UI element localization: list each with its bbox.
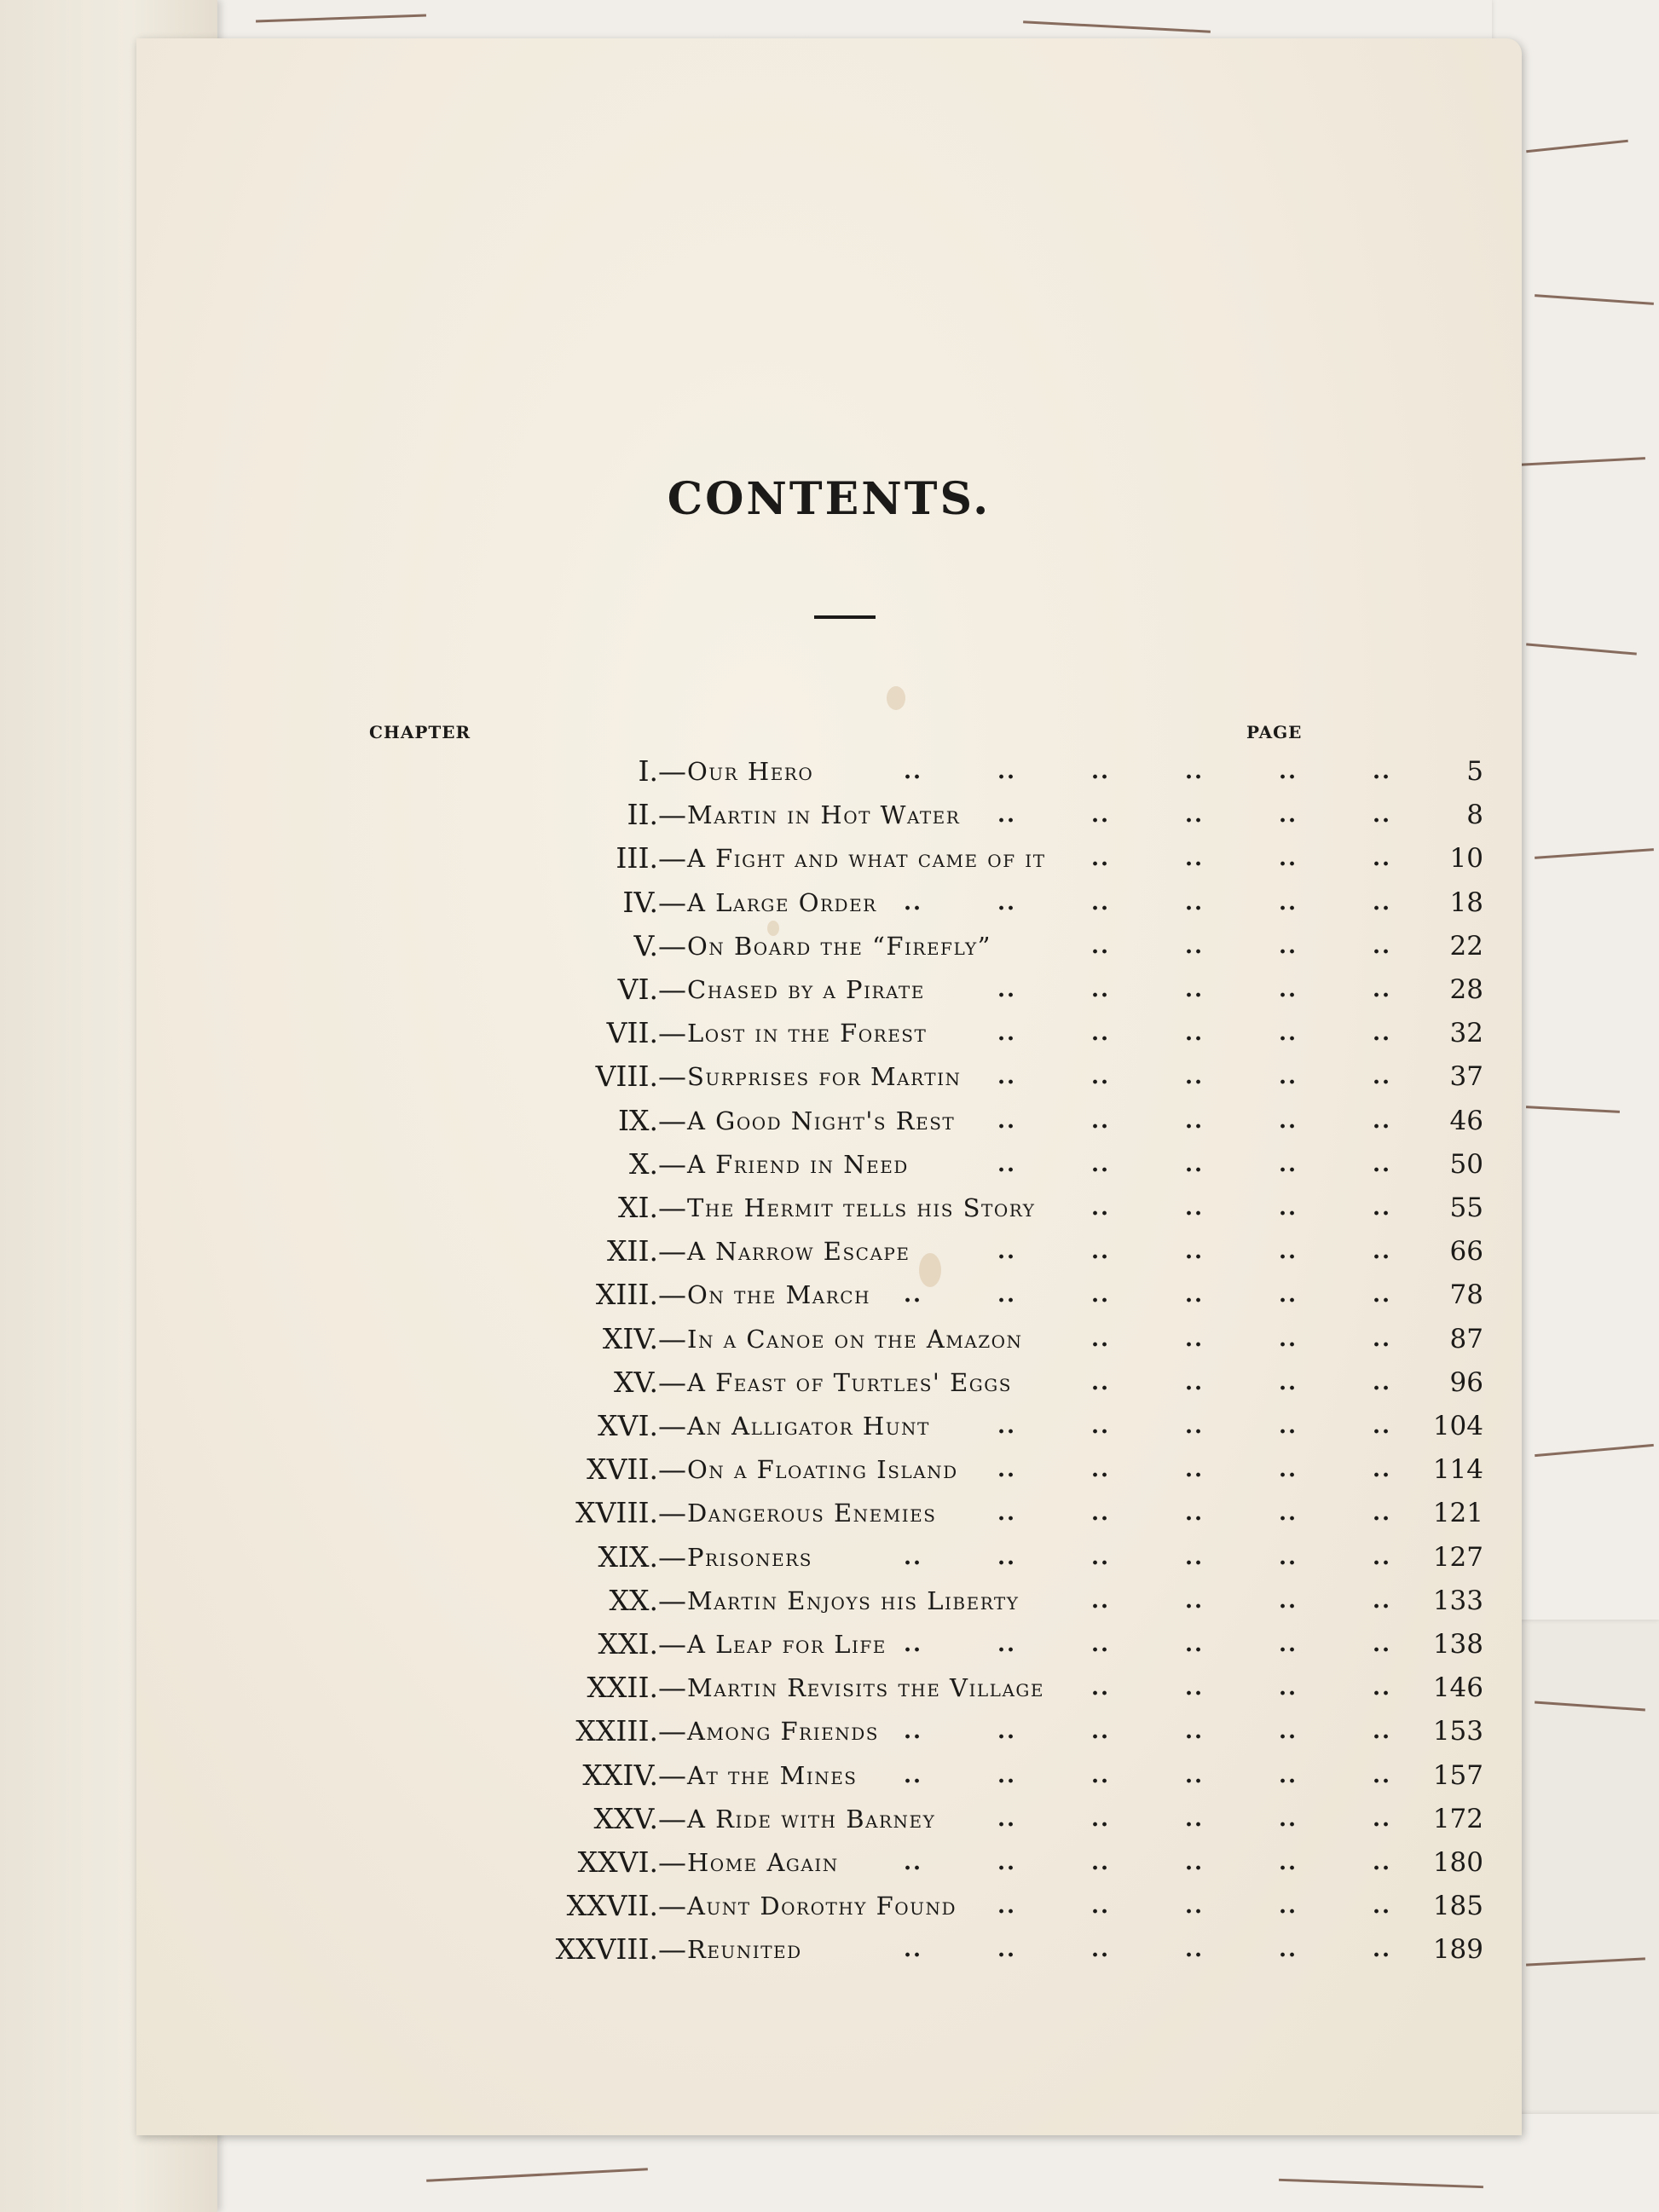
- leader-dots: ..: [1373, 1545, 1392, 1570]
- chapter-number: XXVI.—: [577, 1845, 686, 1879]
- leader-dots: ..: [1185, 1239, 1205, 1264]
- leader-dots: ..: [1279, 1588, 1298, 1614]
- leader-dots: ..: [1279, 1282, 1298, 1308]
- leader-dots: ..: [1373, 759, 1392, 784]
- chapter-number: X.—: [629, 1147, 686, 1181]
- leader-dots: ..: [1279, 1457, 1298, 1482]
- chapter-number: I.—: [638, 754, 686, 788]
- leader-dots: ..: [1185, 1152, 1205, 1177]
- leader-dots: ..: [1091, 1195, 1111, 1221]
- chapter-page-number: 114: [1432, 1454, 1483, 1485]
- chapter-title: Martin Enjoys his Liberty: [687, 1586, 1020, 1615]
- leader-dots: ..: [1279, 1195, 1298, 1221]
- leader-dots: ..: [1373, 1850, 1392, 1875]
- chapter-number: VI.—: [617, 973, 686, 1006]
- chapter-title: Chased by a Pirate: [687, 975, 925, 1004]
- toc-entry: [307, 1800, 1483, 1838]
- leader-dots: ..: [1091, 1500, 1111, 1526]
- chapter-title: Martin Revisits the Village: [687, 1673, 1044, 1702]
- leader-dots: ..: [904, 1545, 923, 1570]
- leader-dots: ..: [1279, 1413, 1298, 1439]
- chapter-page-number: 121: [1432, 1498, 1483, 1528]
- chapter-number: XIII.—: [595, 1278, 686, 1311]
- leader-dots: ..: [997, 1413, 1017, 1439]
- leader-dots: ..: [1373, 1152, 1392, 1177]
- chapter-title: In a Canoe on the Amazon: [687, 1325, 1023, 1354]
- leader-dots: ..: [997, 1457, 1017, 1482]
- leader-dots: ..: [1091, 1457, 1111, 1482]
- page-column-header: PAGE: [1246, 722, 1303, 742]
- leader-dots: ..: [1091, 1239, 1111, 1264]
- leader-dots: ..: [1185, 1326, 1205, 1352]
- leader-dots: ..: [1373, 1632, 1392, 1657]
- chapter-number: XXIV.—: [582, 1759, 686, 1792]
- chapter-page-number: 66: [1449, 1236, 1483, 1267]
- chapter-number: IX.—: [617, 1104, 686, 1137]
- leader-dots: ..: [1373, 1239, 1392, 1264]
- chapter-title: An Alligator Hunt: [687, 1412, 930, 1441]
- toc-entry: [307, 1887, 1483, 1925]
- chapter-page-number: 22: [1449, 931, 1483, 962]
- toc-entry: [307, 1451, 1483, 1488]
- toc-entry: [307, 1320, 1483, 1358]
- leader-dots: ..: [1373, 1937, 1392, 1962]
- leader-dots: ..: [997, 1282, 1017, 1308]
- chapter-column-header: CHAPTER: [369, 722, 471, 742]
- chapter-page-number: 153: [1432, 1716, 1483, 1747]
- chapter-title: A Feast of Turtles' Eggs: [687, 1368, 1012, 1397]
- chapter-number: XIV.—: [602, 1322, 686, 1355]
- chapter-number: IV.—: [622, 886, 686, 919]
- leader-dots: ..: [997, 1632, 1017, 1657]
- chapter-page-number: 32: [1449, 1018, 1483, 1048]
- leader-dots: ..: [997, 802, 1017, 828]
- leader-dots: ..: [1185, 1413, 1205, 1439]
- leader-dots: ..: [997, 1850, 1017, 1875]
- contents-page: [136, 38, 1522, 2135]
- leader-dots: ..: [1091, 933, 1111, 959]
- toc-entry: [307, 1757, 1483, 1794]
- chapter-page-number: 10: [1449, 843, 1483, 874]
- toc-entry: [307, 1102, 1483, 1140]
- leader-dots: ..: [1185, 1937, 1205, 1962]
- leader-dots: ..: [1279, 1064, 1298, 1089]
- leader-dots: ..: [1373, 1588, 1392, 1614]
- leader-dots: ..: [1279, 977, 1298, 1002]
- toc-entry: [307, 1146, 1483, 1183]
- toc-entry: [307, 1626, 1483, 1663]
- chapter-number: V.—: [633, 929, 686, 962]
- leader-dots: ..: [1185, 1108, 1205, 1134]
- page-title: CONTENTS.: [667, 473, 991, 525]
- chapter-title: Surprises for Martin: [687, 1062, 962, 1091]
- leader-dots: ..: [1091, 1413, 1111, 1439]
- leader-dots: ..: [1091, 890, 1111, 915]
- chapter-number: XX.—: [609, 1584, 686, 1617]
- chapter-title: At the Mines: [687, 1761, 858, 1790]
- leader-dots: ..: [1373, 1282, 1392, 1308]
- leader-dots: ..: [1279, 1370, 1298, 1395]
- leader-dots: ..: [1373, 1893, 1392, 1919]
- leader-dots: ..: [1091, 1588, 1111, 1614]
- chapter-title: On the March: [687, 1280, 871, 1309]
- chapter-title: Aunt Dorothy Found: [687, 1891, 957, 1920]
- toc-entry: [307, 1539, 1483, 1576]
- leader-dots: ..: [1091, 1064, 1111, 1089]
- chapter-page-number: 37: [1449, 1061, 1483, 1092]
- leader-dots: ..: [1279, 1152, 1298, 1177]
- chapter-number: XXI.—: [598, 1627, 686, 1660]
- chapter-page-number: 180: [1432, 1847, 1483, 1878]
- chapter-title: Reunited: [687, 1935, 802, 1964]
- leader-dots: ..: [997, 1239, 1017, 1264]
- leader-dots: ..: [1185, 1850, 1205, 1875]
- leader-dots: ..: [1279, 1806, 1298, 1832]
- toc-entry: [307, 1364, 1483, 1401]
- leader-dots: ..: [1373, 890, 1392, 915]
- title-rule: [814, 615, 876, 619]
- leader-dots: ..: [1185, 1020, 1205, 1046]
- leader-dots: ..: [904, 1718, 923, 1744]
- leader-dots: ..: [997, 1500, 1017, 1526]
- leader-dots: ..: [1091, 1893, 1111, 1919]
- chapter-number: XXVIII.—: [555, 1932, 686, 1966]
- chapter-title: A Fight and what came of it: [687, 844, 1046, 873]
- chapter-number: XXIII.—: [575, 1714, 686, 1747]
- toc-entry: [307, 1931, 1483, 1968]
- chapter-page-number: 157: [1432, 1760, 1483, 1791]
- leader-dots: ..: [1279, 846, 1298, 871]
- toc-entry: [307, 753, 1483, 790]
- chapter-title: A Narrow Escape: [687, 1237, 910, 1266]
- toc-entry: [307, 840, 1483, 877]
- chapter-title: On a Floating Island: [687, 1455, 958, 1484]
- leader-dots: ..: [1279, 1937, 1298, 1962]
- chapter-title: Our Hero: [687, 757, 814, 786]
- leader-dots: ..: [1091, 846, 1111, 871]
- chapter-number: XVII.—: [587, 1453, 686, 1486]
- chapter-page-number: 78: [1449, 1279, 1483, 1310]
- leader-dots: ..: [1091, 1806, 1111, 1832]
- leader-dots: ..: [1091, 1326, 1111, 1352]
- leader-dots: ..: [1373, 1370, 1392, 1395]
- leader-dots: ..: [1373, 1326, 1392, 1352]
- chapter-title: A Good Night's Rest: [687, 1106, 956, 1135]
- leader-dots: ..: [1279, 1545, 1298, 1570]
- leader-dots: ..: [1373, 1064, 1392, 1089]
- toc-entry: [307, 1669, 1483, 1707]
- chapter-number: XVI.—: [598, 1409, 686, 1442]
- chapter-title: The Hermit tells his Story: [687, 1193, 1036, 1222]
- chapter-number: XVIII.—: [575, 1496, 686, 1529]
- chapter-page-number: 50: [1449, 1149, 1483, 1180]
- leader-dots: ..: [997, 1893, 1017, 1919]
- leader-dots: ..: [904, 759, 923, 784]
- leader-dots: ..: [1091, 1282, 1111, 1308]
- leader-dots: ..: [1185, 1282, 1205, 1308]
- leader-dots: ..: [1279, 933, 1298, 959]
- toc-entry: [307, 1494, 1483, 1532]
- leader-dots: ..: [1373, 846, 1392, 871]
- chapter-title: A Leap for Life: [687, 1630, 887, 1659]
- chapter-title: A Large Order: [687, 888, 877, 917]
- chapter-number: XXV.—: [593, 1802, 686, 1835]
- toc-entry: [307, 1233, 1483, 1270]
- leader-dots: ..: [1279, 1108, 1298, 1134]
- leader-dots: ..: [1185, 1457, 1205, 1482]
- leader-dots: ..: [1373, 1500, 1392, 1526]
- leader-dots: ..: [997, 1718, 1017, 1744]
- leader-dots: ..: [904, 1850, 923, 1875]
- leader-dots: ..: [904, 1763, 923, 1788]
- chapter-page-number: 18: [1449, 887, 1483, 918]
- leader-dots: ..: [1279, 1632, 1298, 1657]
- leader-dots: ..: [1091, 1108, 1111, 1134]
- chapter-page-number: 8: [1466, 800, 1483, 830]
- chapter-number: XV.—: [613, 1366, 686, 1399]
- leader-dots: ..: [1279, 759, 1298, 784]
- leader-dots: ..: [1091, 802, 1111, 828]
- toc-entry: [307, 796, 1483, 834]
- toc-entry: [307, 1058, 1483, 1095]
- chapter-page-number: 133: [1432, 1585, 1483, 1616]
- leader-dots: ..: [904, 890, 923, 915]
- leader-dots: ..: [1091, 1370, 1111, 1395]
- chapter-number: XII.—: [606, 1234, 686, 1268]
- leader-dots: ..: [997, 1545, 1017, 1570]
- chapter-page-number: 28: [1449, 974, 1483, 1005]
- leader-dots: ..: [1091, 1020, 1111, 1046]
- leader-dots: ..: [1373, 1108, 1392, 1134]
- leader-dots: ..: [997, 1806, 1017, 1832]
- leader-dots: ..: [904, 1282, 923, 1308]
- chapter-title: A Ride with Barney: [687, 1805, 936, 1834]
- leader-dots: ..: [1185, 1632, 1205, 1657]
- chapter-number: XXVII.—: [566, 1889, 686, 1922]
- chapter-number: VIII.—: [595, 1060, 686, 1093]
- chapter-page-number: 96: [1449, 1367, 1483, 1398]
- paper-stain: [887, 686, 905, 710]
- leader-dots: ..: [997, 1763, 1017, 1788]
- chapter-page-number: 55: [1449, 1193, 1483, 1223]
- leader-dots: ..: [997, 1064, 1017, 1089]
- leader-dots: ..: [1185, 1545, 1205, 1570]
- chapter-title: Prisoners: [687, 1543, 812, 1572]
- leader-dots: ..: [1091, 1937, 1111, 1962]
- toc-entry: [307, 884, 1483, 921]
- leader-dots: ..: [1091, 759, 1111, 784]
- leader-dots: ..: [1091, 977, 1111, 1002]
- chapter-page-number: 127: [1432, 1542, 1483, 1573]
- leader-dots: ..: [1279, 1326, 1298, 1352]
- leader-dots: ..: [1373, 1806, 1392, 1832]
- leader-dots: ..: [1185, 846, 1205, 871]
- toc-entry: [307, 1189, 1483, 1227]
- leader-dots: ..: [904, 1632, 923, 1657]
- leader-dots: ..: [1279, 802, 1298, 828]
- leader-dots: ..: [1373, 1675, 1392, 1701]
- chapter-page-number: 172: [1432, 1804, 1483, 1834]
- chapter-number: VII.—: [606, 1016, 686, 1049]
- handwriting-stroke: [1535, 1701, 1645, 1711]
- leader-dots: ..: [1279, 1763, 1298, 1788]
- toc-entry: [307, 1844, 1483, 1881]
- leader-dots: ..: [1185, 1588, 1205, 1614]
- chapter-page-number: 46: [1449, 1106, 1483, 1136]
- leader-dots: ..: [997, 1152, 1017, 1177]
- leader-dots: ..: [1373, 1413, 1392, 1439]
- chapter-title: Martin in Hot Water: [687, 800, 961, 829]
- leader-dots: ..: [1185, 1675, 1205, 1701]
- chapter-title: Home Again: [687, 1848, 839, 1877]
- leader-dots: ..: [1091, 1675, 1111, 1701]
- leader-dots: ..: [1373, 1718, 1392, 1744]
- leader-dots: ..: [904, 1937, 923, 1962]
- toc-entry: [307, 971, 1483, 1008]
- leader-dots: ..: [1185, 1500, 1205, 1526]
- leader-dots: ..: [1279, 1239, 1298, 1264]
- leader-dots: ..: [1185, 1195, 1205, 1221]
- chapter-title: Among Friends: [687, 1717, 879, 1746]
- leader-dots: ..: [1185, 977, 1205, 1002]
- leader-dots: ..: [997, 759, 1017, 784]
- chapter-title: Lost in the Forest: [687, 1019, 928, 1048]
- leader-dots: ..: [1091, 1545, 1111, 1570]
- chapter-number: III.—: [616, 841, 686, 875]
- chapter-page-number: 138: [1432, 1629, 1483, 1660]
- toc-entry: [307, 927, 1483, 965]
- leader-dots: ..: [1185, 1806, 1205, 1832]
- leader-dots: ..: [1091, 1152, 1111, 1177]
- leader-dots: ..: [1185, 1718, 1205, 1744]
- leader-dots: ..: [997, 1108, 1017, 1134]
- leader-dots: ..: [997, 977, 1017, 1002]
- toc-entry: [307, 1407, 1483, 1445]
- chapter-page-number: 104: [1432, 1411, 1483, 1441]
- leader-dots: ..: [1373, 933, 1392, 959]
- chapter-page-number: 185: [1432, 1891, 1483, 1921]
- leader-dots: ..: [997, 1937, 1017, 1962]
- leader-dots: ..: [1185, 1370, 1205, 1395]
- leader-dots: ..: [1185, 1763, 1205, 1788]
- leader-dots: ..: [1279, 1675, 1298, 1701]
- leader-dots: ..: [1091, 1718, 1111, 1744]
- chapter-number: XXII.—: [587, 1671, 686, 1704]
- leader-dots: ..: [1373, 977, 1392, 1002]
- chapter-number: XIX.—: [598, 1540, 686, 1574]
- chapter-title: On Board the “Firefly”: [687, 932, 991, 961]
- toc-entry: [307, 1712, 1483, 1750]
- toc-entry: [307, 1276, 1483, 1314]
- toc-entry: [307, 1582, 1483, 1620]
- chapter-page-number: 146: [1432, 1672, 1483, 1703]
- leader-dots: ..: [1185, 890, 1205, 915]
- leader-dots: ..: [1185, 933, 1205, 959]
- chapter-number: II.—: [627, 798, 686, 831]
- chapter-page-number: 189: [1432, 1934, 1483, 1965]
- leader-dots: ..: [1185, 1064, 1205, 1089]
- leader-dots: ..: [997, 1020, 1017, 1046]
- leader-dots: ..: [1279, 1020, 1298, 1046]
- leader-dots: ..: [1091, 1850, 1111, 1875]
- leader-dots: ..: [1373, 1195, 1392, 1221]
- leader-dots: ..: [1279, 1500, 1298, 1526]
- leader-dots: ..: [1279, 1850, 1298, 1875]
- leader-dots: ..: [1373, 802, 1392, 828]
- leader-dots: ..: [1185, 1893, 1205, 1919]
- leader-dots: ..: [1279, 890, 1298, 915]
- leader-dots: ..: [1091, 1632, 1111, 1657]
- handwriting-stroke: [1526, 1957, 1645, 1966]
- chapter-title: Dangerous Enemies: [687, 1499, 937, 1528]
- leader-dots: ..: [1279, 1718, 1298, 1744]
- chapter-page-number: 87: [1449, 1324, 1483, 1354]
- leader-dots: ..: [1279, 1893, 1298, 1919]
- leader-dots: ..: [1091, 1763, 1111, 1788]
- chapter-page-number: 5: [1466, 756, 1483, 787]
- leader-dots: ..: [1373, 1020, 1392, 1046]
- chapter-number: XI.—: [617, 1191, 686, 1224]
- leader-dots: ..: [1185, 759, 1205, 784]
- leader-dots: ..: [1373, 1457, 1392, 1482]
- toc-entry: [307, 1014, 1483, 1052]
- leader-dots: ..: [1185, 802, 1205, 828]
- chapter-title: A Friend in Need: [687, 1150, 909, 1179]
- leader-dots: ..: [997, 890, 1017, 915]
- leader-dots: ..: [1373, 1763, 1392, 1788]
